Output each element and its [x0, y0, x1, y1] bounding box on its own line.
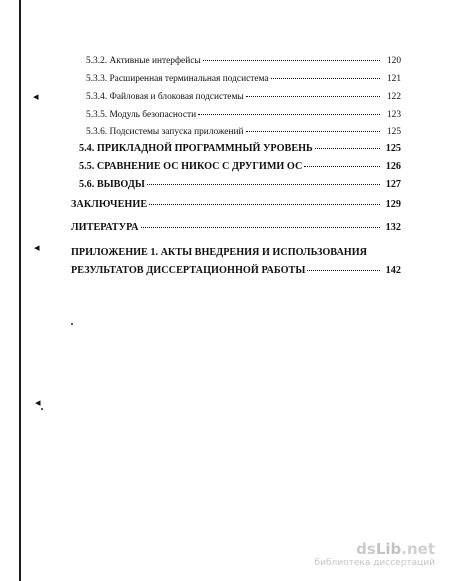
toc-page-number: 125: [385, 143, 401, 154]
toc-page-number: 142: [385, 265, 401, 276]
toc-leader-dots: [141, 227, 380, 228]
toc-entry-5-3-3[interactable]: [86, 74, 401, 84]
toc-entry-5-3-5[interactable]: [86, 110, 401, 120]
watermark-tagline: библиотека диссертаций: [314, 558, 435, 569]
toc-entry-5-5[interactable]: [79, 161, 401, 172]
scan-dust-mark: [71, 323, 73, 325]
watermark-brand-ds: ds: [356, 540, 376, 559]
toc-leader-dots: [147, 184, 380, 185]
toc-page-number: 125: [386, 127, 401, 137]
scan-arrow-mark: ◂: [33, 91, 39, 103]
scan-arrow-mark: ◂: [35, 397, 41, 409]
toc-page-number: 122: [386, 92, 401, 102]
toc-entry-references[interactable]: [71, 222, 401, 233]
toc-leader-dots: [315, 148, 380, 149]
toc-entry-label: РЕЗУЛЬТАТОВ ДИССЕРТАЦИОННОЙ РАБОТЫ: [71, 265, 306, 276]
toc-page-number: 121: [386, 74, 401, 84]
dslib-watermark: [310, 542, 435, 569]
toc-leader-dots: [149, 204, 380, 205]
toc-leader-dots: [198, 114, 380, 115]
toc-appendix-title-line-1[interactable]: ПРИЛОЖЕНИЕ 1. АКТЫ ВНЕДРЕНИЯ И ИСПОЛЬЗОВАНИЯ: [71, 247, 368, 258]
toc-entry-label: 5.6. ВЫВОДЫ: [79, 179, 145, 190]
toc-entry-label: 5.3.2. Активные интерфейсы: [86, 56, 201, 66]
toc-leader-dots: [307, 270, 380, 271]
toc-entry-label: 5.4. ПРИКЛАДНОЙ ПРОГРАММНЫЙ УРОВЕНЬ: [79, 143, 313, 154]
toc-entry-label: 5.3.3. Расширенная терминальная подсистема: [86, 74, 269, 84]
toc-page-number: 127: [385, 179, 401, 190]
toc-page-number: 126: [385, 161, 401, 172]
toc-leader-dots: [271, 78, 380, 79]
toc-entry-conclusion[interactable]: [71, 199, 401, 210]
toc-leader-dots: [203, 60, 380, 61]
toc-entry-label: 5.3.5. Модуль безопасности: [86, 110, 197, 120]
toc-leader-dots: [246, 96, 380, 97]
toc-entry-5-3-2[interactable]: [86, 56, 401, 66]
toc-page-number: 123: [386, 110, 401, 120]
toc-entry-5-4[interactable]: [79, 143, 401, 154]
toc-leader-dots: [246, 131, 380, 132]
watermark-brand-net: .net: [401, 540, 435, 559]
watermark-brand-lib: Lib: [375, 540, 402, 559]
toc-page-number: 132: [385, 222, 401, 233]
toc-entry-label: ЗАКЛЮЧЕНИЕ: [71, 199, 148, 210]
toc-entry-label: 5.5. СРАВНЕНИЕ ОС НИКОС С ДРУГИМИ ОС: [79, 161, 303, 172]
scan-dust-mark: [41, 408, 43, 410]
toc-page-number: 129: [385, 199, 401, 210]
watermark-brand: [310, 542, 435, 558]
toc-entry-label: 5.3.6. Подсистемы запуска приложений: [86, 127, 244, 137]
toc-entry-label: 5.3.4. Файловая и блоковая подсистемы: [86, 92, 244, 102]
toc-page-number: 120: [386, 56, 401, 66]
toc-entry-5-3-4[interactable]: [86, 92, 401, 102]
toc-leader-dots: [304, 166, 380, 167]
toc-entry-appendix[interactable]: [71, 265, 401, 276]
toc-entry-5-3-6[interactable]: [86, 127, 401, 137]
scan-arrow-mark: ◂: [34, 242, 40, 254]
toc-entry-label: ЛИТЕРАТУРА: [71, 222, 139, 233]
toc-entry-5-6[interactable]: [79, 179, 401, 190]
